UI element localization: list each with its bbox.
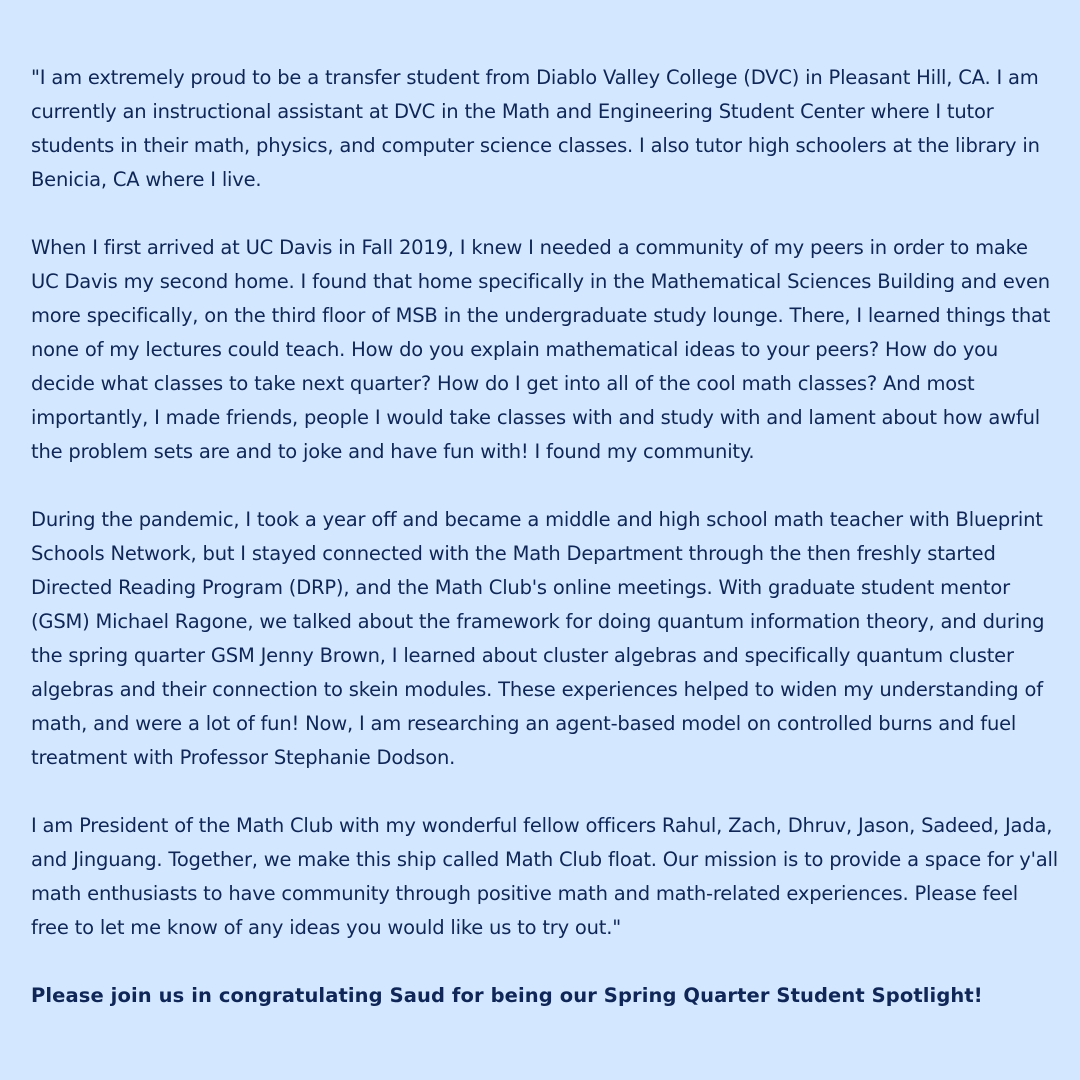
quote-paragraph-4: I am President of the Math Club with my wonderful fellow officers Rahul, Zach, Dhruv, Jason, Sadeed, Jada, and Jinguang. Together, we make this ship called Math Club float. Our mission is to provide a space for y'all math enthusiasts to have community through positive math and math-related experiences. Please feel free to let me know of any ideas you would like us to try out.": [31, 814, 1058, 939]
quote-paragraph-1: "I am extremely proud to be a transfer student from Diablo Valley College (DVC) in Pleasant Hill, CA. I am currently an instructional assistant at DVC in the Math and Engineering Student Center where I tutor students in their math, physics, and computer science classes. I also tutor high schoolers at the library in Benicia, CA where I live.: [31, 66, 1040, 191]
quote-paragraph-3: During the pandemic, I took a year off and became a middle and high school math teacher with Blueprint Schools Network, but I stayed connected with the Math Department through the then freshly started Directed Reading Program (DRP), and the Math Club's online meetings. With graduate student mentor (GSM) Michael Ragone, we talked about the framework for doing quantum information theory, and during the spring quarter GSM Jenny Brown, I learned about cluster algebras and specifically quantum cluster algebras and their connection to skein modules. These experiences helped to widen my understanding of math, and were a lot of fun! Now, I am researching an agent-based model on controlled burns and fuel treatment with Professor Stephanie Dodson.: [31, 508, 1045, 769]
quote-paragraph-2: When I first arrived at UC Davis in Fall 2019, I knew I needed a community of my peers in order to make UC Davis my second home. I found that home specifically in the Mathematical Sciences Building and even more specifically, on the third floor of MSB in the undergraduate study lounge. There, I learned things that none of my lectures could teach. How do you explain mathematical ideas to your peers? How do you decide what classes to take next quarter? How do I get into all of the cool math classes? And most importantly, I made friends, people I would take classes with and study with and lament about how awful the problem sets are and to joke and have fun with! I found my community.: [31, 236, 1051, 463]
spotlight-text-block: [31, 61, 1061, 1013]
congratulations-message: Please join us in congratulating Saud for being our Spring Quarter Student Spotlight!: [31, 984, 983, 1007]
